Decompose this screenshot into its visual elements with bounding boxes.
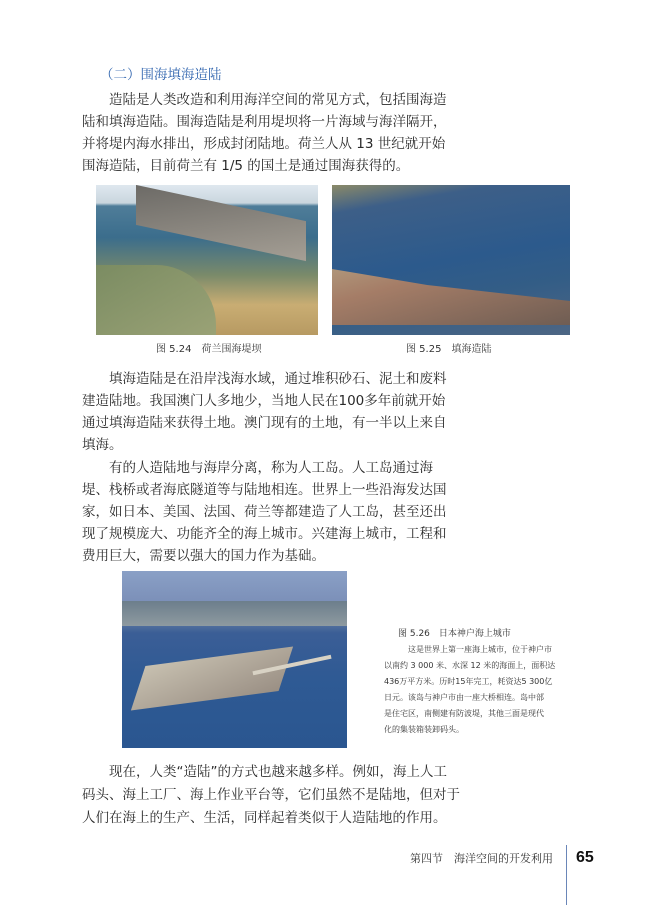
paragraph-3 xyxy=(82,457,447,567)
figure-caption-line: 以南约 3 000 米、水深 12 米的海面上，面积达 xyxy=(384,661,556,670)
text-line: 有的人造陆地与海岸分离，称为人工岛。人工岛通过海 xyxy=(109,460,433,476)
text-line: 并将堤内海水排出，形成封闭陆地。荷兰人从 13 世纪就开始 xyxy=(82,136,446,152)
page-number: 65 xyxy=(576,849,594,866)
figure-caption-5-25: 图 5.25 填海造陆 xyxy=(406,344,492,355)
text-line: 堤、栈桥或者海底隧道等与陆地相连。世界上一些沿海发达国 xyxy=(82,482,447,498)
figure-caption-line: 这是世界上第一座海上城市，位于神户市 xyxy=(408,645,552,654)
figure-caption-line: 是住宅区，南侧建有防波堤，其他三面是现代 xyxy=(384,709,544,718)
text-line: 费用巨大，需要以强大的国力作为基础。 xyxy=(82,548,325,564)
figure-caption-5-26 xyxy=(384,626,556,738)
land-reclamation-photo xyxy=(332,185,570,335)
text-line: 家，如日本、美国、法国、荷兰等都建造了人工岛，甚至还出 xyxy=(82,504,447,520)
figure-caption-line: 日元。该岛与神户市由一座大桥相连。岛中部 xyxy=(384,693,544,702)
text-line: 造陆是人类改造和利用海洋空间的常见方式，包括围海造 xyxy=(109,92,447,108)
figure-caption-line: 436万平方米。历时15年完工，耗资达5 300亿 xyxy=(384,677,553,686)
text-line: 围海造陆，目前荷兰有 1/5 的国土是通过围海获得的。 xyxy=(82,158,410,174)
text-line: 建造陆地。我国澳门人多地少，当地人民在100多年前就开始 xyxy=(82,393,446,409)
section-heading: （二）围海填海造陆 xyxy=(100,67,222,83)
paragraph-1 xyxy=(82,89,447,177)
text-line: 现了规模庞大、功能齐全的海上城市。兴建海上城市，工程和 xyxy=(82,526,447,542)
paragraph-2 xyxy=(82,368,447,456)
figure-caption-5-24: 图 5.24 荷兰围海堤坝 xyxy=(156,344,262,355)
text-line: 人们在海上的生产、生活，同样起着类似于人造陆地的作用。 xyxy=(82,810,447,826)
footer-divider xyxy=(566,845,567,905)
text-line: 陆和填海造陆。围海造陆是利用堤坝将一片海域与海洋隔开， xyxy=(82,114,447,130)
dutch-dam-photo xyxy=(96,185,318,335)
text-line: 现在，人类“造陆”的方式也越来越多样。例如，海上人工 xyxy=(109,764,447,780)
figure-caption-title: 图 5.26 日本神户海上城市 xyxy=(398,629,511,639)
footer-section-title: 第四节 海洋空间的开发利用 xyxy=(410,852,553,865)
text-line: 填海造陆是在沿岸浅海水域，通过堆积砂石、泥土和废料 xyxy=(109,371,447,387)
kobe-sea-city-photo xyxy=(122,571,347,748)
text-line: 通过填海造陆来获得土地。澳门现有的土地，有一半以上来自 xyxy=(82,415,447,431)
text-line: 码头、海上工厂、海上作业平台等，它们虽然不是陆地，但对于 xyxy=(82,787,460,803)
text-line: 填海。 xyxy=(82,437,123,453)
figure-caption-line: 化的集装箱装卸码头。 xyxy=(384,725,464,734)
paragraph-4 xyxy=(82,761,460,830)
